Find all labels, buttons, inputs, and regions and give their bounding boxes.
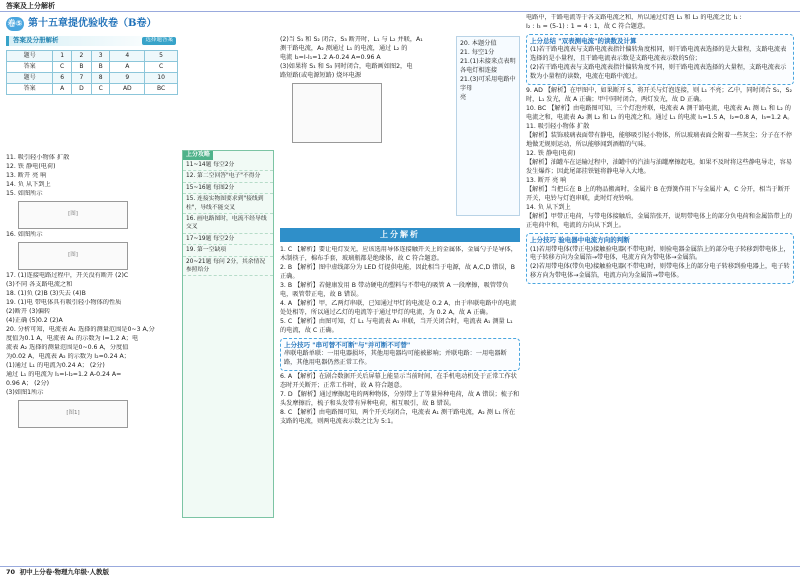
answer-cell: 答案 [7, 62, 53, 73]
answer-cell: 1 [53, 51, 72, 62]
score-note: 21.(3)可采用电路中字母 [460, 75, 516, 92]
answer-cell: 4 [110, 51, 145, 62]
answer-cell: A [53, 84, 72, 95]
answer-cell: 10 [145, 73, 178, 84]
analysis-item: 8. C 【解析】由电路图可知，两个开关均闭合，电流表 A₁ 测干路电流，A₂ 测 L₁ 所在支路的电流，则两电流表示数之比为 5:1。 [280, 409, 516, 426]
score-guide-item: 11~14题 每空2分 [183, 160, 273, 171]
section-tag: 选择题答案 [142, 37, 176, 45]
analysis-item: 【解析】装饰玻璃表面带有静电，能够吸引轻小物体，所以玻璃表面会附着一些灰尘；分子在不停地做无规则运动，所以能够闻到酒精的气味。 [526, 132, 793, 149]
paper-title [6, 16, 274, 32]
answer-row [7, 73, 178, 84]
analysis-line: 电路中，干路电流等于各支路电流之和，所以通过灯泡 L₁ 和 L₂ 的电流之比 I₁ : [526, 14, 742, 21]
analysis-item: 2. B 【解析】图中虚线部分为 LED 灯提供电能，因此相当于电源，故 A,C,D 错误，B 正确。 [280, 263, 516, 280]
score-guide-item: 17~19题 每空2分 [183, 234, 273, 245]
analysis-banner: 上分解析 [280, 228, 520, 242]
summary-line: (1)若干路电流表与支路电流表指针偏转角度相同，则干路电流表选择的是大量程，支路电流表选择的是小量程，且干路电流表示数是支路电流表示数的5倍； [530, 46, 787, 63]
page-footer [0, 566, 800, 578]
analysis-line: I₂ : I₃ = (5-1) : 1 = 4 : 1，故 C 符合题意。 [526, 22, 650, 30]
answer-row [7, 51, 178, 62]
score-guide-title: 上分攻略 [183, 151, 213, 160]
col3 [526, 14, 794, 562]
solution-line: 电流 I₂=I-I₁=1.2 A-0.24 A=0.96 A [280, 53, 381, 61]
summary-line: (2)若干路电流表与支路电流表指针偏转角度不同，则干路电流表选择的大量程，支路电流表示数为小量程的读数，电流在电路中流过。 [530, 64, 787, 81]
answer-line: (2)断开 (3)偏转 [6, 307, 51, 315]
tip-electroscope [526, 233, 794, 284]
answer-cell: 9 [110, 73, 145, 84]
title-text: 第十五章提优验收卷（B卷） [28, 17, 157, 29]
section-answers [6, 36, 176, 46]
score-guide-item: 15. 连接实物图要求到"接线到柱"，导线不能交叉 [183, 194, 273, 214]
tip1-title: 上分技巧 "串可替不可断"与"并可断不可替" [284, 340, 411, 349]
answer-cell: C [145, 62, 178, 73]
score-guide-item: 20~21题 每问 2分，其余情况参照给分 [183, 257, 273, 277]
answer-line: 20. 分析可知，电流表 A₁ 选择的测量范围是0~3 A,分 [6, 325, 155, 333]
score-guide-item: 12. 第二空回答"电子"不得分 [183, 171, 273, 182]
analysis-item: 【解析】当把丘在 B 上的物品搬离时，金属片 B 在弹簧作用下与金属片 A，C 分开，相当于断开开关，电铃与灯泡串联，此时灯亮铃响。 [526, 186, 790, 203]
score-note: 亮 [460, 93, 467, 101]
answer-row [7, 62, 178, 73]
answer-cell: 8 [91, 73, 110, 84]
answer-cell: 2 [71, 51, 91, 62]
analysis-item: 1. C 【解析】要让电灯发光，应该选用导体连接触开关上的金属体，金属勺子是导体，木制筷子，棉布手套，玻璃瓶都是绝缘体，故 C 符合题意。 [280, 246, 517, 262]
analysis-item: 11. 吸引轻小物体 扩散 [526, 123, 590, 131]
solution-line: 测干路电流，A₂ 测通过 L₁ 的电流，通过 L₂ 的 [280, 44, 408, 52]
circuit-figure [292, 83, 382, 143]
tip1-body: 串联电路单联：一用电器损坏，其他用电器均可能被影响；并联电路：一用电器断路，其他用电器仍然正常工作。 [284, 350, 507, 367]
score-guide-item: 16. 画电路图时，电流不经导线交叉 [183, 214, 273, 234]
answer-cell: C [53, 62, 72, 73]
analysis-item: 5. C 【解析】由图可知，灯 L₁ 与电流表 A₁ 串联，当开关闭合时，电流表 A₁ 测量 L₁ 的电流，故 C 正确。 [280, 317, 513, 334]
analysis-item: 6. A 【解析】在剧合数据开关后屏幕上能显示当前时间，在手机电动机处于正常工作状态时开关断开；正常工作时，故 A 符合题意。 [280, 373, 517, 390]
answer-line: 0.96 A； (2分) [6, 379, 50, 387]
summary-box [526, 34, 794, 85]
header-text: 答案及上分解析 [6, 2, 55, 10]
title-badge: 卷⑤ [6, 17, 24, 31]
answer-cell: 5 [145, 51, 178, 62]
figure-placeholder: [图1] [18, 400, 128, 428]
answer-cell: 7 [71, 73, 91, 84]
answer-cell: 答案 [7, 84, 53, 95]
answer-line: 14. 负 从下到上 [6, 180, 51, 188]
answer-line: 度值为0.1 A，电流表 A₁ 的示数为 I=1.2 A；电 [6, 334, 139, 342]
answer-line: (3)如图1所示 [6, 388, 44, 396]
answer-cell: C [91, 84, 110, 95]
col2-analysis [280, 246, 520, 562]
answer-cell: D [71, 84, 91, 95]
tip3-title: 上分技巧 验电器中电流方向的判断 [530, 236, 630, 245]
score-note: 20. 本题分值 [460, 40, 497, 47]
answer-line: 17. (1)连接电路过程中，开关没有断开 (2)C [6, 271, 129, 279]
solution-line: (3)如果将 S₁ 和 S₃ 同时闭合，电路画如图2，电 [280, 62, 413, 70]
page-header [0, 0, 800, 12]
answer-line: 通过 L₁ 的电流为 I₁=I-I₂=1.2 A-0.24 A= [6, 370, 122, 378]
figure-placeholder: [图] [18, 242, 128, 270]
answer-cell: AD [110, 84, 145, 95]
analysis-item: 14. 负 从下到上 [526, 204, 571, 212]
score-note: 21. 每空1分 [460, 48, 495, 56]
analysis-item: 9. AD 【解析】在甲图中，如果断开 S，将开关与灯泡连接，则 L₁ 不亮；乙中，同时闭合 S₁，S₂ 时，L₁ 发光，故 A 正确；甲中同时闭合，两灯发光，故 D 正确。 [526, 87, 792, 104]
book-name: 初中上分卷·物理九年级·人教版 [19, 568, 110, 576]
answer-line: 13. 断开 亮 响 [6, 171, 47, 179]
analysis-item: 10. BC 【解析】由电路图可知，三个灯泡并联，电流表 A 测干路电流，电流表 A₁ 测 L₁ 和 L₂ 的电流之和，电流表 A₂ 测 L₂ 和 L₃ 的电流之和。通过 L₁ 的电流 I₁=1.5 A，I₂=0.8 A，I₃=1.2 A。 [526, 105, 794, 122]
answer-line: 15. 如图所示 [6, 189, 43, 197]
analysis-item: 【解析】甲带正电荷，与带电体接触后，金属箔张开，说明带电体上的部分负电荷和金属箔带上的正电荷中和，电流的方向从下到上。 [526, 213, 793, 230]
section-label: 答案及分册解析 [13, 36, 59, 45]
score-guide-item: 19. 第一空缺项 [183, 245, 273, 256]
analysis-item: 12. 铁 静电(电荷) [526, 150, 576, 158]
answer-cell: A [110, 62, 145, 73]
answer-line: (4)正确 (5)0.2 (2)A [6, 316, 63, 324]
col2 [280, 36, 520, 226]
analysis-item: 【解析】油罐车在运输过程中，油罐中的汽油与油罐摩擦起电，如果不及时将这些静电导走，容易发生爆炸；因此尾部挂铁链将静电导入大地。 [526, 159, 793, 176]
solution-line: (2)当 S₁ 和 S₂ 闭合，S₃ 断开时，L₁ 与 L₂ 并联，A₁ [280, 36, 423, 43]
page-number: 70 [6, 568, 16, 576]
score-guide-item: 15~16题 每图2分 [183, 183, 273, 194]
answer-cell: B [71, 62, 91, 73]
answer-line: 18. (1)负 (2)B (3)失去 (4)B [6, 289, 86, 297]
answer-line: (1)通过 L₁ 的电流为0.24 A； (2分) [6, 361, 105, 369]
col1-answers [6, 154, 178, 430]
answer-line: 11. 吸引轻小物体 扩散 [6, 154, 70, 161]
answer-row [7, 84, 178, 95]
answer-cell: 3 [91, 51, 110, 62]
tip-line: (2)若用带电体(带负电)接触验电器(不带电)时，则带电体上的部分电子转移到验电器上，电子转移方向为带电体→金属箔，电流方向为金属箔→带电体。 [530, 263, 790, 280]
score-guide-block [182, 150, 274, 518]
summary-title: 上分总结 "双表测电流"的读数及计算 [530, 36, 637, 45]
answer-line: 流表 A₂ 选择的测量范围是0~0.6 A，分度值 [6, 343, 129, 351]
analysis-item: 13. 断开 亮 响 [526, 177, 567, 185]
analysis-item: 4. A 【解析】甲，乙两灯串联，已知通过甲灯的电流是 0.2 A，由于串联电路中的电流处处相等，所以通过乙灯的电流等于通过甲灯的电流，为 0.2 A，故 A 正确。 [280, 299, 517, 316]
answer-line: 为0.02 A，电流表 A₂ 的示数为 I₂=0.24 A； [6, 352, 130, 360]
figure-placeholder: [图] [18, 201, 128, 229]
answer-table [6, 50, 178, 95]
answer-line: 16. 如图所示 [6, 230, 43, 238]
analysis-item: 7. D 【解析】通过摩擦起电的两种物体，分别带上了等量异种电荷，故 A 错误；梳子和头发摩擦后，梳子和头发带有异种电荷，相互吸引，故 B 错误。 [280, 391, 520, 408]
answer-line: 12. 铁 静电(电荷) [6, 162, 56, 170]
score-note: 21.(1)未接来点表明各电灯相连接 [460, 57, 516, 74]
answer-line: (3)不同 各支路电流之和 [6, 280, 73, 288]
answer-line: 19. (1)电 带电体具有吸引轻小物体的性质 [6, 298, 122, 306]
answer-cell: BC [145, 84, 178, 95]
answer-cell: 题号 [7, 73, 53, 84]
answer-cell: 6 [53, 73, 72, 84]
tip-line: (1)若用带电体(带正电)接触验电器(不带电)时，则验电器金属箔上的部分电子转移到带电体上，电子转移方向为金属箔→带电体，电流方向为带电体→金属箔。 [530, 245, 790, 262]
answer-cell: 题号 [7, 51, 53, 62]
tip-series-parallel [280, 338, 520, 371]
answer-cell: B [91, 62, 110, 73]
solution-line: 路短路(或电源短路) 烧坏电源 [280, 71, 362, 79]
analysis-item: 3. B 【解析】若健康发用 B 带动硬电的塑料与不带电的吸管 A 一段摩擦，吸管带负电，吸管带正电，故 B 错误。 [280, 281, 509, 298]
